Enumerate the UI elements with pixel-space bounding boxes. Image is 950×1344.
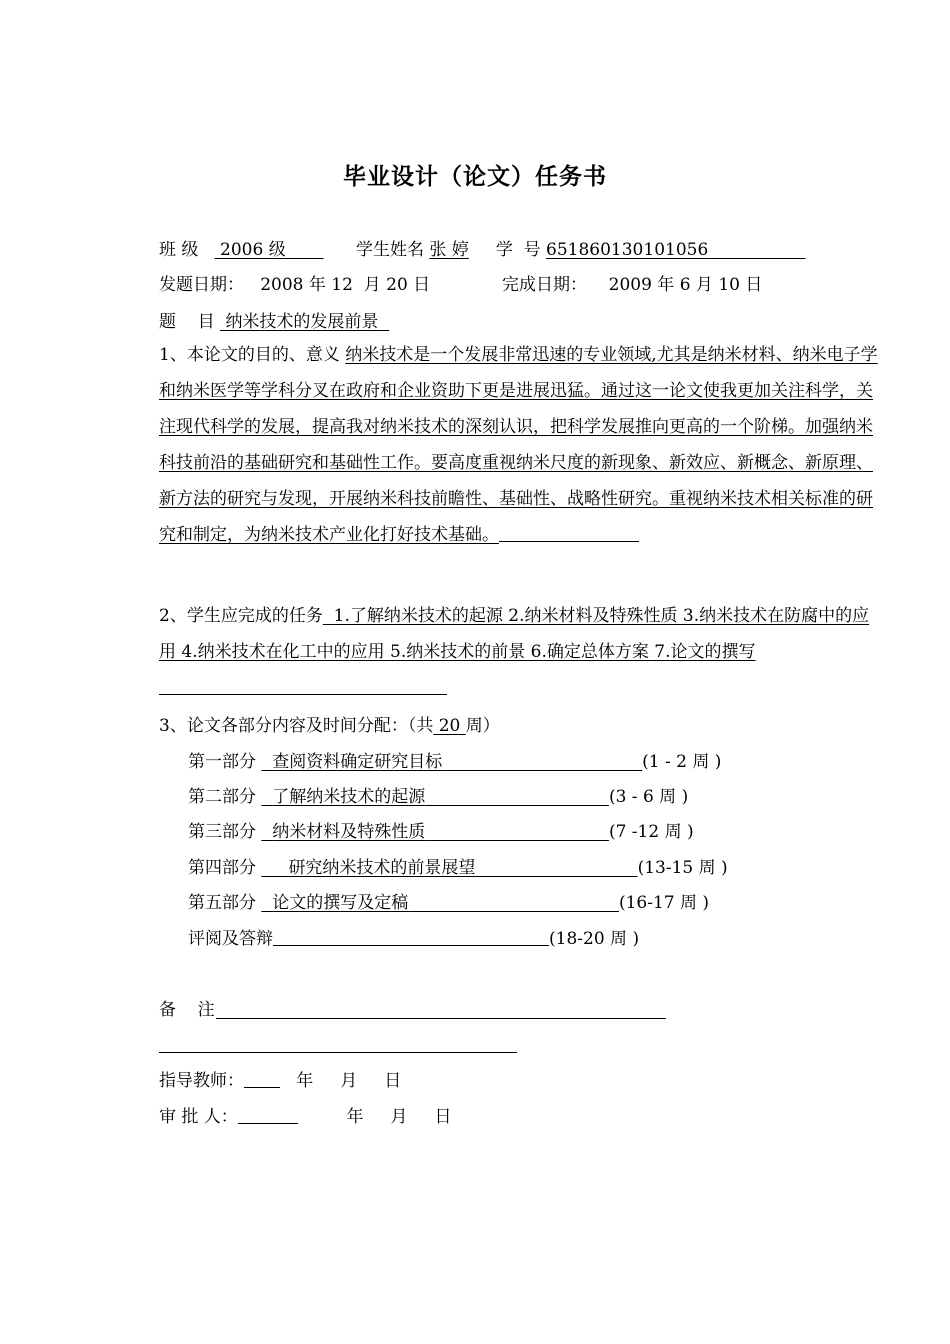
- advisor-year: 年: [296, 1071, 314, 1091]
- advisor-label: 指导教师：: [159, 1071, 244, 1091]
- document-title: 毕业设计（论文）任务书: [343, 164, 607, 190]
- part-content: 查阅资料确定研究目标: [272, 752, 443, 772]
- part-time: (16-17 周 ): [618, 893, 710, 913]
- advisor-month: 月: [340, 1071, 358, 1091]
- section-tasks-label: 2、学生应完成的任务: [159, 606, 323, 626]
- part-blank: [273, 927, 549, 946]
- section-purpose-text: 纳米技术是一个发展非常迅速的专业领域,尤其是纳米材料、纳米电子学和纳米医学等学科分叉在政府和企业资助下更是进展迅猛。通过这一论文使我更加关注科学，关注现代科学的发展，提高我对纳米技术的深刻认识，把科学发展推向更高的一个阶梯。加强纳米科技前沿的基础研究和基础性工作。要高度重视纳米尺度的新现象、新效应、新概念、新原理、新方法的研究与发现，开展纳米科技前瞻性、基础性、战略性研究。重视纳米技术相关标准的研究和制定，为纳米技术产业化打好技术基础。: [159, 345, 878, 545]
- part-label: 第一部分: [188, 752, 256, 772]
- topic-row: [159, 310, 389, 334]
- approver-blank: [238, 1105, 298, 1124]
- part-time: (7 -12 周 ): [608, 822, 694, 842]
- schedule-part: [188, 856, 728, 880]
- schedule-part: [188, 927, 639, 951]
- schedule-part: [188, 785, 688, 809]
- approver-row: [159, 1105, 452, 1129]
- section-tasks: [159, 598, 879, 706]
- part-label: 第四部分: [188, 858, 256, 878]
- schedule-part: [188, 750, 721, 774]
- advisor-day: 日: [384, 1071, 402, 1091]
- approver-month: 月: [390, 1107, 408, 1127]
- part-content: 纳米材料及特殊性质: [272, 822, 426, 842]
- part-time: (13-15 周 ): [637, 858, 728, 878]
- issue-date-label: 发题日期：: [159, 275, 244, 295]
- part-label: 第五部分: [188, 893, 256, 913]
- part-time: (1 - 2 周 ): [642, 752, 722, 772]
- total-weeks: 20: [438, 716, 461, 736]
- approver-day: 日: [434, 1107, 452, 1127]
- finish-date: [502, 273, 762, 297]
- id-label: 学 号: [495, 240, 541, 260]
- advisor-blank: [244, 1069, 280, 1088]
- advisor-row: [159, 1069, 401, 1093]
- name-value: 张 婷: [429, 240, 469, 260]
- date-row: [159, 273, 430, 297]
- part-content: 了解纳米技术的起源: [272, 787, 426, 807]
- student-info-row: [159, 238, 806, 262]
- part-label: 评阅及答辩: [188, 929, 273, 949]
- approver-year: 年: [346, 1107, 364, 1127]
- section-schedule-label: 3、论文各部分内容及时间分配：（共: [159, 716, 434, 736]
- section-tasks-text: 1.了解纳米技术的起源 2.纳米材料及特殊性质 3.纳米技术在防腐中的应用 4.纳米技术在化工中的应用 5.纳米技术的前景 6.确定总体方案 7.论文的撰写: [159, 606, 870, 662]
- part-time: (3 - 6 周 ): [608, 787, 689, 807]
- class-label: 班 级: [159, 240, 199, 260]
- part-content: 研究纳米技术的前景展望: [288, 858, 476, 878]
- part-label: 第三部分: [188, 822, 256, 842]
- part-content: 论文的撰写及定稿: [272, 893, 409, 913]
- part-label: 第二部分: [188, 787, 256, 807]
- total-weeks-suffix: 周）: [465, 716, 500, 736]
- remarks-line-2: [159, 1052, 517, 1053]
- finish-date-label: 完成日期：: [502, 275, 587, 295]
- schedule-part: [188, 891, 709, 915]
- remarks-line: [216, 1018, 666, 1019]
- remarks-label: 备 注: [159, 1000, 215, 1020]
- section-purpose: [159, 337, 879, 553]
- approver-label: 审 批 人：: [159, 1107, 238, 1127]
- issue-date-value: 2008 年 12 月 20 日: [260, 275, 431, 295]
- remarks-row: [159, 998, 215, 1022]
- section-schedule-header: [159, 714, 500, 738]
- part-time: (18-20 周 ): [549, 929, 640, 949]
- id-value: 651860130101056: [546, 240, 709, 260]
- class-value: 2006 级: [220, 240, 286, 260]
- section-purpose-label: 1、本论文的目的、意义: [159, 345, 340, 365]
- schedule-part: [188, 820, 694, 844]
- topic-label: 题 目: [159, 312, 215, 332]
- name-label: 学生姓名: [355, 240, 424, 260]
- finish-date-value: 2009 年 6 月 10 日: [608, 275, 763, 295]
- topic-value: 纳米技术的发展前景: [225, 312, 379, 332]
